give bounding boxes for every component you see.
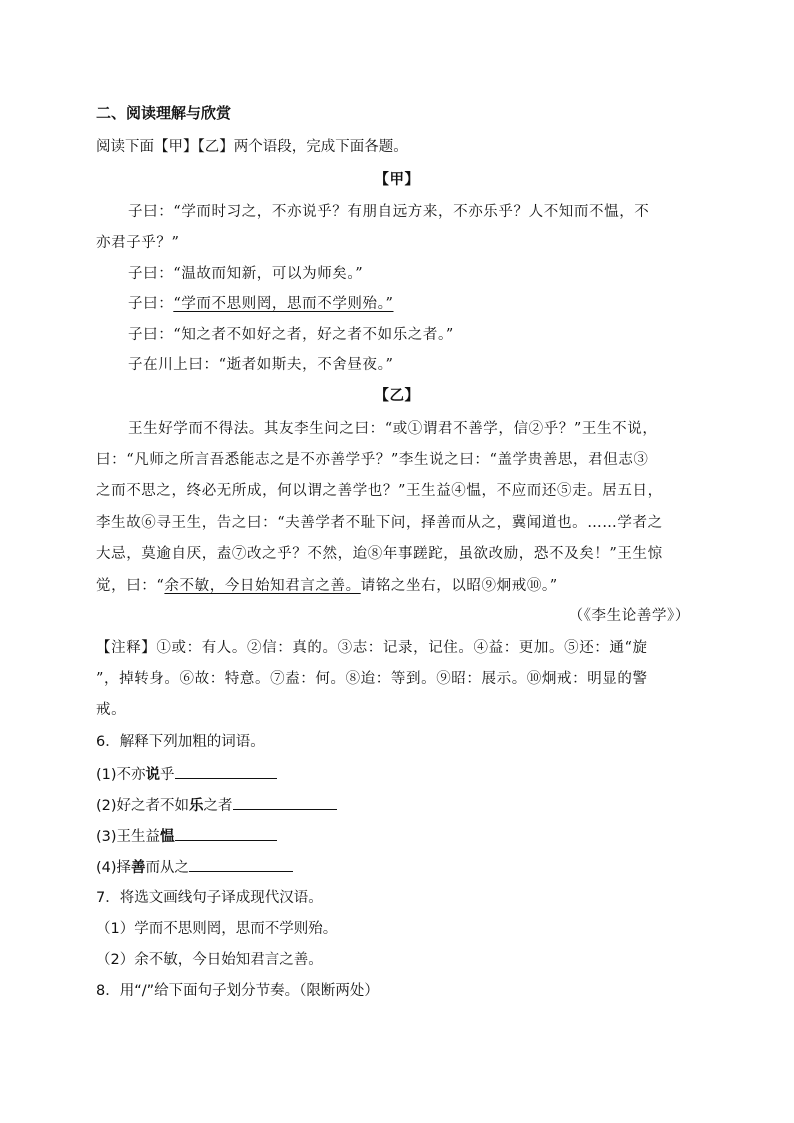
yi-l6-prefix: 觉，曰：“ bbox=[96, 578, 165, 594]
q6-item-1-post: 乎 bbox=[160, 767, 175, 783]
q6-item-4-answer-blank[interactable] bbox=[189, 857, 293, 872]
q6-item-1 bbox=[96, 764, 277, 785]
q7-sentence-2: （2）余不敏，今日始知君言之善。 bbox=[96, 952, 323, 968]
q7-sentence-1: （1）学而不思则罔，思而不学则殆。 bbox=[96, 921, 338, 937]
q6-item-2-answer-blank[interactable] bbox=[233, 795, 337, 810]
jia-paragraph-2: 子曰：“温故而知新，可以为师矣。” bbox=[128, 266, 364, 282]
jia-paragraph-1-line-1: 子曰：“学而时习之，不亦说乎？有朋自远方来，不亦乐乎？人不知而不愠，不 bbox=[128, 204, 650, 220]
yi-source: （《李生论善学》） bbox=[568, 608, 690, 624]
jia-p3-underlined-sentence: “学而不思则罔，思而不学则殆。” bbox=[173, 296, 394, 312]
q6-item-2-post: 之者 bbox=[203, 798, 233, 814]
q6-item-3 bbox=[96, 826, 277, 847]
yi-heading: 【乙】 bbox=[374, 387, 420, 404]
yi-l6-underlined-sentence: 余不敏，今日始知君言之善。 bbox=[164, 578, 361, 594]
q6-item-3-answer-blank[interactable] bbox=[175, 826, 277, 841]
q6-item-4-bold-word: 善 bbox=[131, 860, 146, 876]
notes-line-1: 【注释】①或：有人。②信：真的。③志：记录，记住。④益：更加。⑤还：通“旋 bbox=[96, 640, 648, 656]
question-8-stem: 8．用“/”给下面句子划分节奏。（限断两处） bbox=[96, 983, 379, 999]
jia-paragraph-1-line-2: 亦君子乎？” bbox=[96, 235, 180, 251]
question-6-stem: 6．解释下列加粗的词语。 bbox=[96, 734, 265, 750]
q6-item-1-answer-blank[interactable] bbox=[175, 764, 277, 779]
q6-item-2 bbox=[96, 795, 337, 816]
q6-item-2-bold-word: 乐 bbox=[189, 798, 204, 814]
notes-line-3: 戒。 bbox=[96, 702, 127, 718]
question-7-stem: 7．将选文画线句子译成现代汉语。 bbox=[96, 890, 323, 906]
q6-item-3-pre: (3)王生益 bbox=[96, 829, 161, 845]
jia-heading: 【甲】 bbox=[374, 171, 420, 188]
notes-line-2: ”，掉转身。⑥故：特意。⑦盍：何。⑧迨：等到。⑨昭：展示。⑩炯戒：明显的警 bbox=[96, 671, 648, 687]
q6-item-4-post: 而从之 bbox=[145, 860, 190, 876]
yi-line-3: 之而不思之，终必无所成，何以谓之善学也？”王生益④愠，不应而还⑤走。居五日， bbox=[96, 483, 663, 499]
jia-p3-prefix: 子曰： bbox=[128, 296, 174, 312]
jia-paragraph-4: 子曰：“知之者不如好之者，好之者不如乐之者。” bbox=[128, 327, 454, 343]
jia-paragraph-5: 子在川上曰：“逝者如斯夫，不舍昼夜。” bbox=[128, 357, 394, 373]
q6-item-1-pre: (1)不亦 bbox=[96, 767, 146, 783]
instruction: 阅读下面【甲】【乙】两个语段，完成下面各题。 bbox=[96, 139, 408, 155]
yi-line-5: 大忌，莫逾自厌，盍⑦改之乎？不然，迨⑧年事蹉跎，虽欲改励，恐不及矣！”王生惊 bbox=[96, 546, 663, 562]
yi-l6-suffix: 请铭之坐右，以昭⑨炯戒⑩。” bbox=[360, 578, 558, 594]
q6-item-3-bold-word: 愠 bbox=[160, 829, 175, 845]
jia-paragraph-3 bbox=[128, 294, 394, 314]
yi-line-4: 李生故⑥寻王生，告之曰：“夫善学者不耻下问，择善而从之，冀闻道也。……学者之 bbox=[96, 515, 663, 531]
q6-item-1-bold-word: 说 bbox=[145, 767, 161, 783]
q6-item-4-pre: (4)择 bbox=[96, 860, 132, 876]
q6-item-4 bbox=[96, 857, 293, 878]
section-title: 二、阅读理解与欣赏 bbox=[96, 104, 232, 122]
q6-item-2-pre: (2)好之者不如 bbox=[96, 798, 190, 814]
yi-line-6 bbox=[96, 576, 558, 596]
yi-line-1: 王生好学而不得法。其友李生问之曰：“或①谓君不善学，信②乎？”王生不说， bbox=[128, 421, 658, 437]
yi-line-2: 曰：“凡师之所言吾悉能志之是不亦善学乎？”李生说之曰：“盖学贵善思，君但志③ bbox=[96, 452, 649, 468]
